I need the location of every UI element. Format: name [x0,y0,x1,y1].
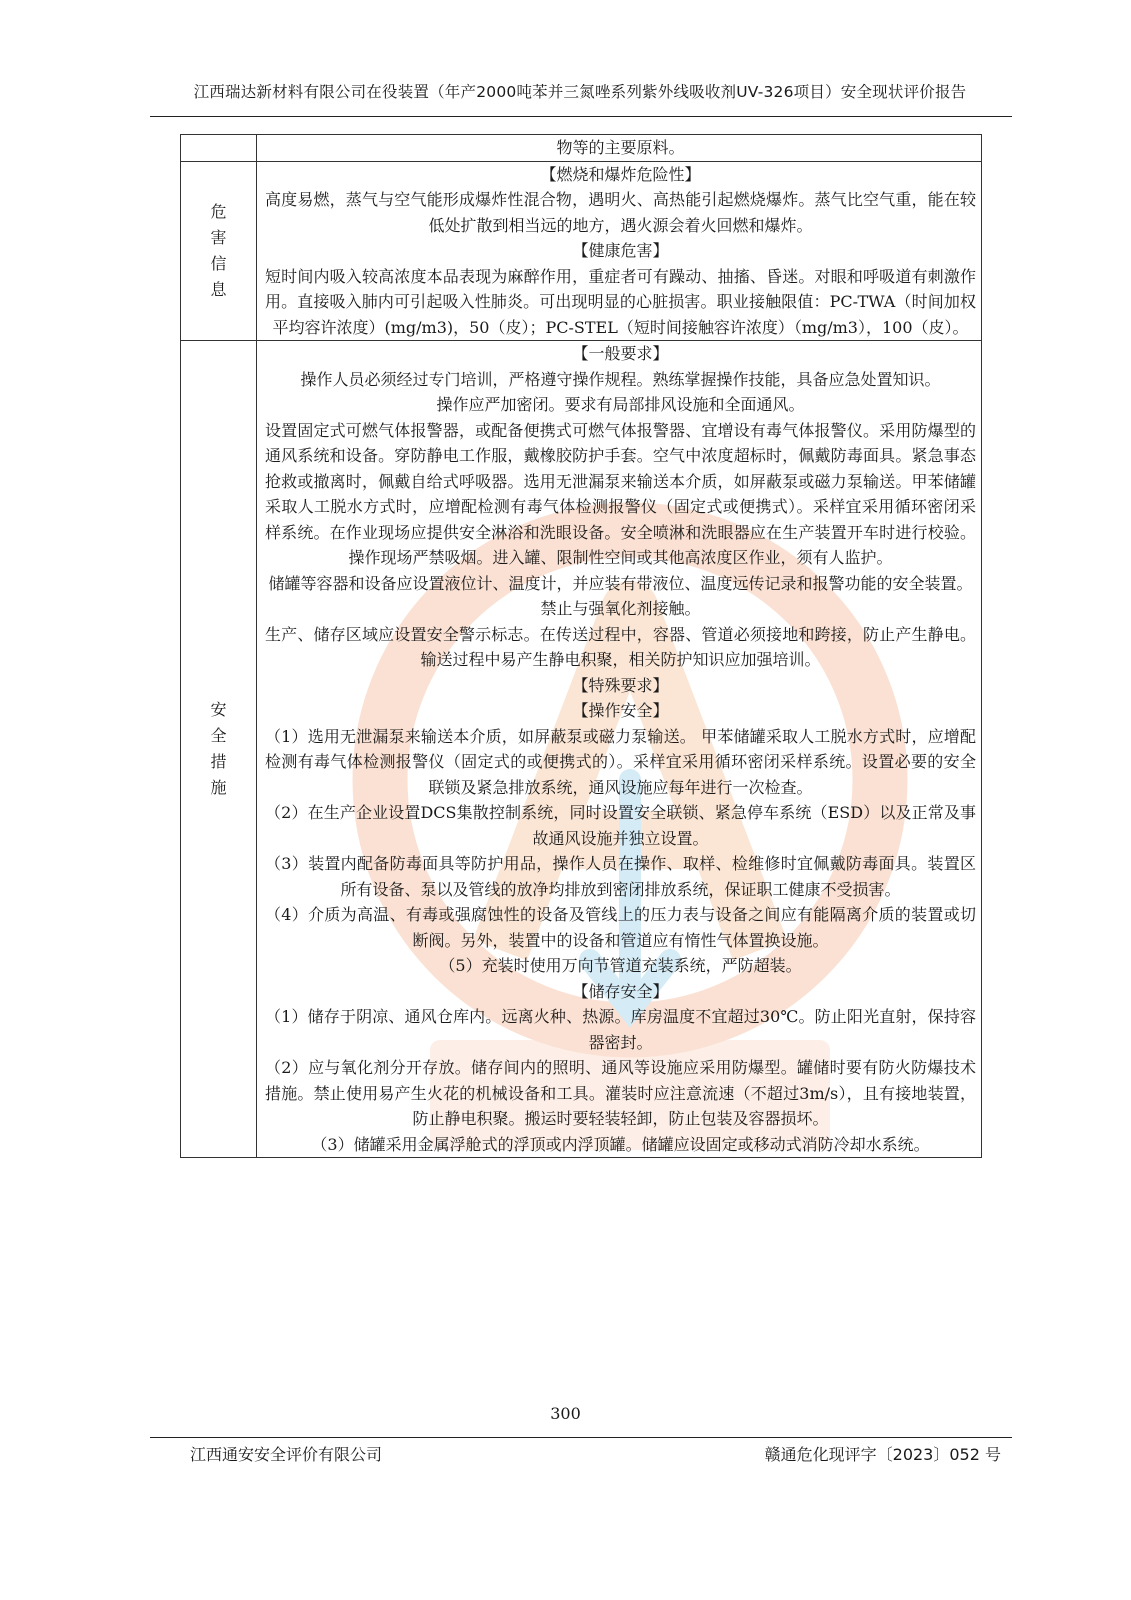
safety-paragraph: 操作人员必须经过专门培训，严格遵守操作规程。熟练掌握操作技能，具备应急处置知识。 [300,369,941,389]
hazard-info-table [180,134,982,1158]
table-row-continued [181,135,982,162]
hazard-label-cell [181,161,257,341]
operation-item: （4）介质为高温、有毒或强腐蚀性的设备及管线上的压力表与设备之间应有能隔离介质的装置或切断阀。另外，装置中的设备和管道应有惰性气体置换设施。 [265,905,976,950]
hazard-label-char: 信 [210,253,227,273]
table-row-safety [181,341,982,1158]
safety-paragraph: 生产、储存区域应设置安全警示标志。在传送过程中，容器、管道必须接地和跨接，防止产生静电。输送过程中易产生静电积聚，相关防护知识应加强培训。 [265,624,976,669]
safety-paragraph: 储罐等容器和设备应设置液位计、温度计，并应装有带液位、温度远传记录和报警功能的安全装置。 [268,573,973,593]
hazard-paragraph-health: 短时间内吸入较高浓度本品表现为麻醉作用，重症者可有躁动、抽搐、昏迷。对眼和呼吸道有刺激作用。直接吸入肺内可引起吸入性肺炎。可出现明显的心脏损害。职业接触限值：PC-TWA（时间加权平均容许浓度）(mg/m3)，50（皮）；PC-STEL（短时间接触容许浓度）（mg/m3），100（皮）。 [265,266,976,337]
hazard-label-char: 息 [210,279,227,299]
operation-item: （5）充装时使用万向节管道充装系统，严防超装。 [439,956,802,975]
storage-item: （2）应与氧化剂分开存放。储存间内的照明、通风等设施应采用防爆型。罐储时要有防火防爆技术措施。禁止使用易产生火花的机械设备和工具。灌装时应注意流速（不超过3m/s），且有接地装置，防止静电积聚。搬运时要轻装轻卸，防止包装及容器损坏。 [265,1058,976,1128]
safety-label-char: 措 [210,752,227,771]
section-heading-health: 【健康危害】 [572,241,669,260]
storage-item: （1）储存于阴凉、通风仓库内。远离火种、热源。库房温度不宜超过30℃。防止阳光直射，保持容器密封。 [265,1007,976,1052]
safety-paragraph: 设置固定式可燃气体报警器，或配备便携式可燃气体报警器、宜增设有毒气体报警仪。采用防爆型的通风系统和设备。穿防静电工作服，戴橡胶防护手套。空气中浓度超标时，佩戴防毒面具。紧急事态抢救或撤离时，佩戴自给式呼吸器。选用无泄漏泵来输送本介质，如屏蔽泵或磁力泵输送。甲苯储罐采取人工脱水方式时，应增配检测有毒气体检测报警仪（固定式或便携式）。采样宜采用循环密闭采样系统。在作业现场应提供安全淋浴和洗眼设备。安全喷淋和洗眼器应在生产装置开车时进行校验。操作现场严禁吸烟。进入罐、限制性空间或其他高浓度区作业，须有人监护。 [265,420,976,567]
continued-content-cell [257,135,982,162]
operation-item: （1）选用无泄漏泵来输送本介质，如屏蔽泵或磁力泵输送。 甲苯储罐采取人工脱水方式时，应增配检测有毒气体检测报警仪（固定式的或便携式的）。采样宜采用循环密闭采样系统。设置必要的安全联锁及紧急排放系统，通风设施应每年进行一次检查。 [265,726,976,797]
footer-divider [150,1437,1012,1438]
section-heading-general: 【一般要求】 [572,344,669,363]
hazard-paragraph-combustion: 高度易燃，蒸气与空气能形成爆炸性混合物，遇明火、高热能引起燃烧爆炸。蒸气比空气重，能在较低处扩散到相当远的地方，遇火源会着火回燃和爆炸。 [265,190,976,235]
hazard-label-char: 危 [210,201,227,221]
operation-item: （2）在生产企业设置DCS集散控制系统，同时设置安全联锁、紧急停车系统（ESD）以及正常及事故通风设施并独立设置。 [265,803,976,848]
continued-text: 物等的主要原料。 [556,138,685,157]
page-number: 300 [550,1404,581,1423]
storage-item: （3）储罐采用金属浮舱式的浮顶或内浮顶罐。储罐应设固定或移动式消防冷却水系统。 [311,1134,930,1154]
section-heading-operation: 【操作安全】 [572,701,669,720]
operation-item: （3）装置内配备防毒面具等防护用品，操作人员在操作、取样、检维修时宜佩戴防毒面具。装置区所有设备、泵以及管线的放净均排放到密闭排放系统，保证职工健康不受损害。 [265,854,976,899]
footer-company-name: 江西通安安全评价有限公司 [190,1445,383,1464]
header-divider [150,116,1012,117]
section-heading-special: 【特殊要求】 [572,675,669,695]
safety-label-char: 全 [210,726,227,745]
table-row-hazard [181,161,982,341]
hazard-content-cell [257,161,982,341]
section-heading-storage: 【储存安全】 [572,981,669,1001]
safety-paragraph: 操作应严加密闭。要求有局部排风设施和全面通风。 [436,395,805,414]
safety-content-cell [257,341,982,1158]
safety-label-cell [181,341,257,1158]
report-header-title: 江西瑞达新材料有限公司在役装置（年产2000吨苯并三氮唑系列紫外线吸收剂UV-326项目）安全现状评价报告 [193,83,967,101]
continued-label-cell [181,135,257,162]
safety-paragraph: 禁止与强氧化剂接触。 [540,599,701,618]
footer-document-number: 赣通危化现评字〔2023〕052 号 [764,1445,1001,1464]
section-heading-combustion: 【燃烧和爆炸危险性】 [540,164,701,184]
hazard-label-char: 害 [210,227,227,247]
safety-label-char: 安 [210,700,227,719]
safety-label-char: 施 [210,778,227,797]
